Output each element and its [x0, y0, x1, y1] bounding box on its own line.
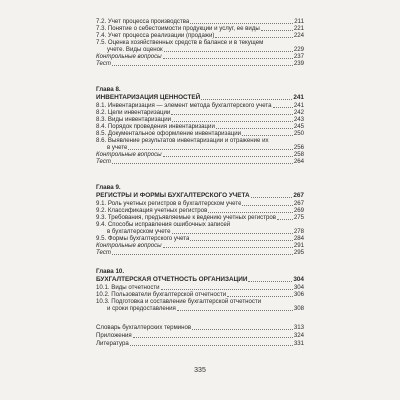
- chapter-title: ИНВЕНТАРИЗАЦИЯ ЦЕННОСТЕЙ 241: [96, 94, 304, 101]
- chapter-title: РЕГИСТРЫ И ФОРМЫ БУХГАЛТЕРСКОГО УЧЕТА 267: [96, 192, 304, 199]
- toc-row-test: Тест 295: [96, 249, 304, 256]
- toc-row-glossary: Словарь бухгалтерских терминов 313: [96, 324, 304, 331]
- toc-row: 9.3. Требования, предъявляемые к ведению учетных регистров 275: [96, 214, 304, 221]
- toc-chapter8: [96, 86, 304, 165]
- toc-chapter7-continued: [96, 18, 304, 67]
- toc-row: 8.6. Выявление результатов инвентаризации и отражение их: [96, 137, 269, 144]
- toc-row: 10.1. Виды отчетности 304: [96, 284, 304, 291]
- toc-row-test: Тест 239: [96, 60, 304, 67]
- toc-row-test: Тест 264: [96, 158, 304, 165]
- toc-row: 7.4. Учет процесса реализации (продажи) 224: [96, 32, 304, 39]
- toc-row: 7.3. Понятие о себестоимости продукции и услуг, ее виды 221: [96, 25, 304, 32]
- toc-row: учете. Виды оценок 229: [107, 46, 304, 53]
- toc-end-matter: [96, 324, 304, 347]
- page-number: 335: [194, 367, 206, 374]
- toc-row: 8.2. Цели инвентаризации 242: [96, 109, 304, 116]
- toc-row: 9.5. Формы бухгалтерского учета 284: [96, 235, 304, 242]
- toc-row-questions: Контрольные вопросы 291: [96, 242, 304, 249]
- toc-row-questions: Контрольные вопросы 237: [96, 53, 304, 60]
- toc-row: в бухгалтерском учете 278: [107, 228, 304, 235]
- toc-row-questions: Контрольные вопросы 258: [96, 151, 304, 158]
- toc-chapter9: [96, 184, 304, 256]
- toc-row: 10.3. Подготовка и составление бухгалтерской отчетности: [96, 298, 262, 305]
- toc-row: 8.3. Виды инвентаризации 243: [96, 116, 304, 123]
- toc-row: в учете 256: [107, 144, 304, 151]
- toc-row: 8.4. Порядок проведения инвентаризации 245: [96, 123, 304, 130]
- toc-row: 7.2. Учет процесса производства 211: [96, 18, 304, 25]
- toc-row-literature: Литература 331: [96, 340, 304, 347]
- toc-row: 10.2. Пользователи бухгалтерской отчетности 306: [96, 291, 304, 298]
- toc-chapter10: [96, 268, 304, 312]
- toc-row: 8.1. Инвентаризация — элемент метода бухгалтерского учета 241: [96, 102, 304, 109]
- toc-row: и сроки предоставления 308: [107, 305, 304, 312]
- chapter-label: Глава 10.: [96, 268, 125, 275]
- chapter-label: Глава 8.: [96, 86, 121, 93]
- toc-row: 8.5. Документальное оформление инвентаризации 250: [96, 130, 304, 137]
- toc-row: 7.5. Оценка хозяйственных средств в балансе и в текущем: [96, 39, 264, 46]
- toc-row-appendices: Приложения 324: [96, 332, 304, 339]
- chapter-title: БУХГАЛТЕРСКАЯ ОТЧЕТНОСТЬ ОРГАНИЗАЦИИ 304: [96, 276, 304, 283]
- toc-row: 9.1. Роль учетных регистров в бухгалтерском учете 267: [96, 200, 304, 207]
- toc-row: 9.4. Способы исправления ошибочных записей: [96, 221, 231, 228]
- toc-row: 9.2. Классификация учетных регистров 269: [96, 207, 304, 214]
- chapter-label: Глава 9.: [96, 184, 121, 191]
